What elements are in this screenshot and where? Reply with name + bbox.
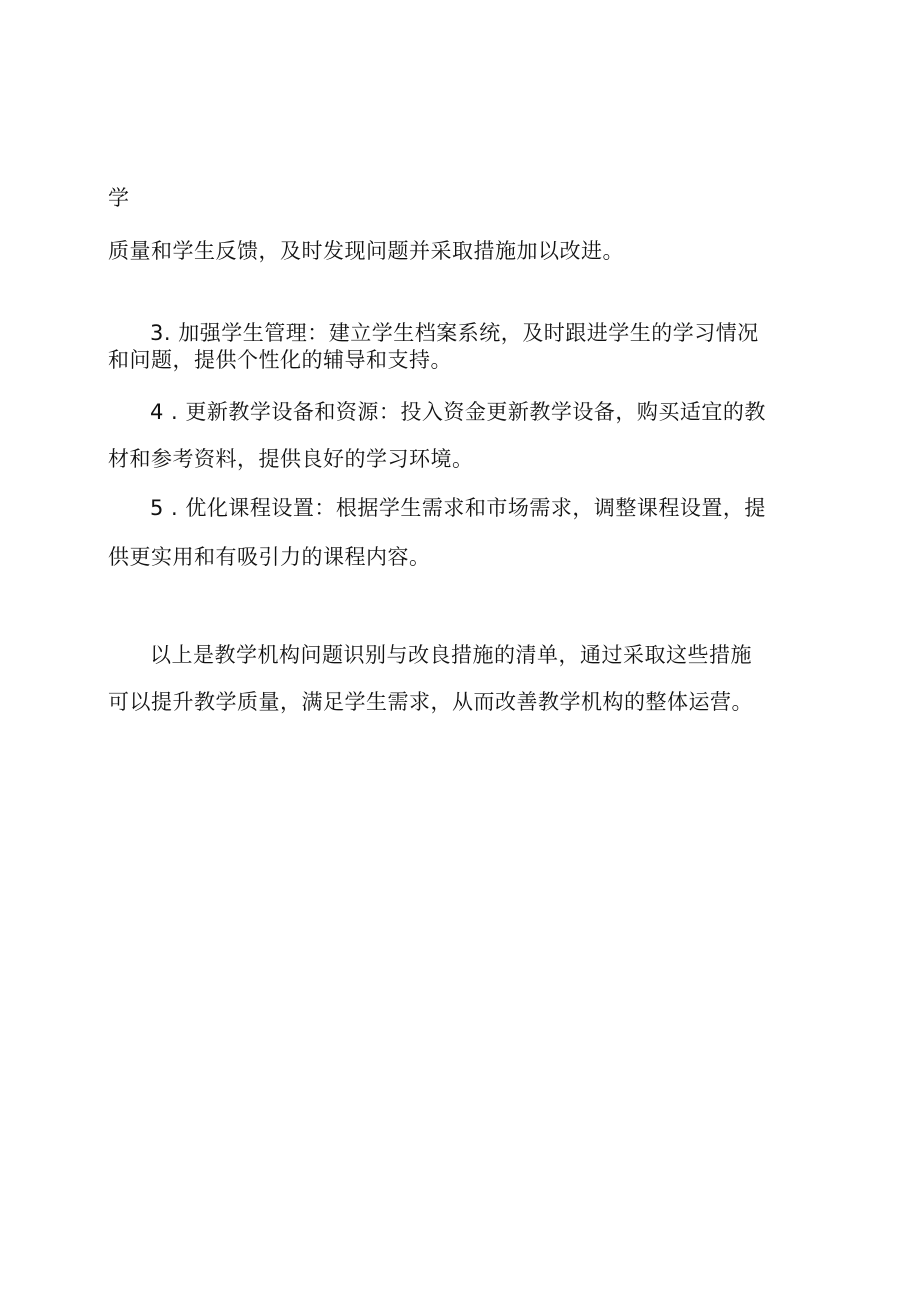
list-item-5-line-2: 供更实用和有吸引力的课程内容。 [108,545,431,569]
summary-line-1: 以上是教学机构问题识别与改良措施的清单，通过采取这些措施 [150,643,752,667]
list-item-4-line-2: 材和参考资料，提供良好的学习环境。 [108,447,474,471]
list-item-4-line-1: 4 . 更新教学设备和资源：投入资金更新教学设备，购买适宜的教 [150,400,766,424]
list-item-5-line-1: 5 . 优化课程设置：根据学生需求和市场需求，调整课程设置，提 [150,496,766,520]
text-line: 质量和学生反馈，及时发现问题并采取措施加以改进。 [108,239,624,263]
list-item-3-line-2: 和问题，提供个性化的辅导和支持。 [108,348,452,372]
text-line: 学 [108,186,130,210]
summary-line-2: 可以提升教学质量，满足学生需求，从而改善教学机构的整体运营。 [108,690,753,714]
list-item-3-line-1: 3. 加强学生管理：建立学生档案系统，及时跟进学生的学习情况 [150,321,759,345]
